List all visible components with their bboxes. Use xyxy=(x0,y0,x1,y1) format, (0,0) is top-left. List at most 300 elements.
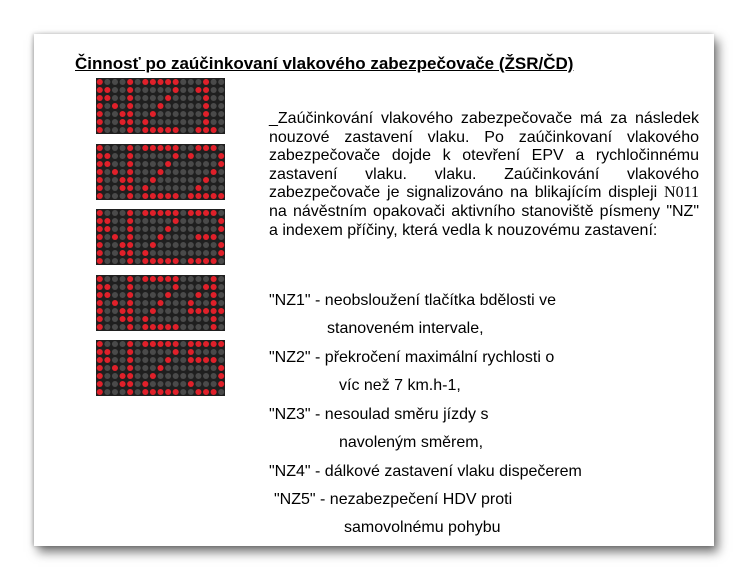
led-dot-on xyxy=(150,242,156,248)
led-dot-off xyxy=(173,184,179,190)
led-dot-on xyxy=(157,210,163,216)
led-dot-on xyxy=(188,357,194,363)
led-dot-on xyxy=(150,176,156,182)
led-dot-off xyxy=(120,218,126,224)
led-dot-on xyxy=(188,341,194,347)
led-dot-off xyxy=(112,127,118,133)
led-dot-on xyxy=(188,299,194,305)
led-dot-off xyxy=(195,119,201,125)
led-dot-off xyxy=(218,184,224,190)
led-dot-on xyxy=(104,152,110,158)
led-dot-on xyxy=(203,389,209,395)
led-dot-on xyxy=(97,234,103,240)
led-dot-on xyxy=(211,210,217,216)
led-dot-off xyxy=(142,283,148,289)
cause-nz5-line1: "NZ5" - nezabezpečení HDV proti xyxy=(274,491,513,508)
led-dot-off xyxy=(218,95,224,101)
led-dot-off xyxy=(142,218,148,224)
led-dot-on xyxy=(150,192,156,198)
led-dot-off xyxy=(180,250,186,256)
led-dot-off xyxy=(165,218,171,224)
led-dot-on xyxy=(211,389,217,395)
led-dot-off xyxy=(150,168,156,174)
led-dot-on xyxy=(127,218,133,224)
led-dot-off xyxy=(211,79,217,85)
led-dot-on xyxy=(127,381,133,387)
led-dot-on xyxy=(165,210,171,216)
led-dot-on xyxy=(142,250,148,256)
led-display-nz5 xyxy=(96,340,225,396)
led-dot-off xyxy=(120,323,126,329)
led-dot-on xyxy=(165,357,171,363)
led-dot-on xyxy=(211,192,217,198)
led-dot-off xyxy=(104,111,110,117)
led-dot-on xyxy=(218,341,224,347)
led-dot-on xyxy=(127,357,133,363)
led-dot-on xyxy=(97,79,103,85)
led-dot-on xyxy=(195,127,201,133)
led-dot-on xyxy=(127,95,133,101)
led-dot-off xyxy=(188,283,194,289)
led-dot-on xyxy=(195,184,201,190)
led-dot-on xyxy=(97,192,103,198)
led-dot-off xyxy=(112,349,118,355)
led-dot-off xyxy=(142,291,148,297)
led-dot-on xyxy=(188,349,194,355)
led-dot-off xyxy=(180,307,186,313)
led-dot-on xyxy=(142,315,148,321)
led-dot-on xyxy=(112,299,118,305)
led-dot-off xyxy=(104,234,110,240)
led-dot-off xyxy=(180,258,186,264)
led-dot-off xyxy=(195,323,201,329)
led-dot-on xyxy=(218,152,224,158)
led-dot-off xyxy=(180,168,186,174)
led-dot-off xyxy=(218,323,224,329)
led-dot-off xyxy=(104,103,110,109)
intro-text-1: _Zaúčinkování vlakového zabezpečovače má za následek nouzové zastavení vlaku. Po zaúčinkovaní vlakového zabezpečovače dojde k otevření EPV a rychločinnému zastavení vlaku. vlaku. Zaúčinkování vlakového zabezpečovače je signalizováno na blikajícím displeji xyxy=(269,110,699,202)
led-dot-off xyxy=(211,242,217,248)
led-dot-on xyxy=(127,275,133,281)
led-dot-off xyxy=(120,226,126,232)
led-dot-off xyxy=(104,275,110,281)
led-dot-on xyxy=(203,95,209,101)
led-dot-off xyxy=(104,307,110,313)
led-dot-on xyxy=(211,299,217,305)
led-dot-off xyxy=(142,357,148,363)
led-dot-off xyxy=(218,144,224,150)
led-dot-on xyxy=(188,307,194,313)
led-dot-on xyxy=(104,226,110,232)
led-dot-on xyxy=(218,192,224,198)
led-dot-off xyxy=(203,168,209,174)
led-dot-off xyxy=(120,144,126,150)
led-dot-off xyxy=(150,381,156,387)
led-dot-on xyxy=(150,79,156,85)
led-dot-off xyxy=(188,389,194,395)
led-dot-off xyxy=(180,381,186,387)
led-dot-on xyxy=(127,307,133,313)
led-dot-off xyxy=(135,250,141,256)
led-dot-on xyxy=(97,176,103,182)
led-dot-off xyxy=(157,218,163,224)
led-dot-off xyxy=(120,95,126,101)
led-dot-off xyxy=(142,152,148,158)
led-dot-on xyxy=(218,250,224,256)
led-dot-on xyxy=(173,349,179,355)
led-dot-off xyxy=(180,389,186,395)
led-dot-off xyxy=(165,87,171,93)
led-dot-off xyxy=(165,176,171,182)
led-dot-on xyxy=(97,373,103,379)
led-dot-off xyxy=(211,349,217,355)
led-display-nz1 xyxy=(96,78,225,134)
led-dot-on xyxy=(104,291,110,297)
led-dot-off xyxy=(112,184,118,190)
led-dot-on xyxy=(173,258,179,264)
led-dot-off xyxy=(173,299,179,305)
led-dot-off xyxy=(135,283,141,289)
led-dot-on xyxy=(97,210,103,216)
led-dot-off xyxy=(120,299,126,305)
led-dot-off xyxy=(180,127,186,133)
led-dot-on xyxy=(97,95,103,101)
led-dot-on xyxy=(127,192,133,198)
led-dot-on xyxy=(127,111,133,117)
led-dot-off xyxy=(135,373,141,379)
led-dot-on xyxy=(157,389,163,395)
led-dot-off xyxy=(142,234,148,240)
led-dot-on xyxy=(211,315,217,321)
led-dot-off xyxy=(150,103,156,109)
led-dot-off xyxy=(203,299,209,305)
led-dot-on xyxy=(104,349,110,355)
led-dot-off xyxy=(211,160,217,166)
led-dot-off xyxy=(120,210,126,216)
led-dot-on xyxy=(195,357,201,363)
led-dot-off xyxy=(120,192,126,198)
led-dot-off xyxy=(157,315,163,321)
led-dot-on xyxy=(127,119,133,125)
led-dot-off xyxy=(195,315,201,321)
led-dot-on xyxy=(165,95,171,101)
led-dot-off xyxy=(135,315,141,321)
led-dot-off xyxy=(180,299,186,305)
led-dot-off xyxy=(180,103,186,109)
led-dot-off xyxy=(203,152,209,158)
led-dot-on xyxy=(97,283,103,289)
led-dot-on xyxy=(157,192,163,198)
led-dot-on xyxy=(127,127,133,133)
led-dot-off xyxy=(173,291,179,297)
led-dot-on xyxy=(142,127,148,133)
led-dot-off xyxy=(104,381,110,387)
led-dot-off xyxy=(180,242,186,248)
led-dot-off xyxy=(112,323,118,329)
led-dot-on xyxy=(173,341,179,347)
led-dot-off xyxy=(104,184,110,190)
cause-nz1-line1: "NZ1" - neobsloužení tlačítka bdělosti ve xyxy=(269,292,557,309)
led-dot-off xyxy=(104,242,110,248)
led-dot-on xyxy=(203,258,209,264)
led-dot-off xyxy=(203,184,209,190)
led-dot-on xyxy=(157,168,163,174)
led-dot-off xyxy=(157,250,163,256)
led-dot-on xyxy=(127,283,133,289)
led-dot-off xyxy=(165,184,171,190)
led-dot-off xyxy=(203,315,209,321)
led-dot-off xyxy=(135,275,141,281)
led-dot-on xyxy=(195,291,201,297)
led-dot-off xyxy=(135,218,141,224)
led-dot-off xyxy=(188,160,194,166)
led-dot-off xyxy=(157,242,163,248)
led-dot-off xyxy=(157,349,163,355)
led-dot-off xyxy=(218,176,224,182)
led-dot-off xyxy=(135,291,141,297)
led-dot-off xyxy=(135,381,141,387)
led-dot-off xyxy=(120,349,126,355)
led-dot-off xyxy=(173,119,179,125)
led-dot-off xyxy=(218,168,224,174)
led-dot-off xyxy=(180,119,186,125)
led-dot-on xyxy=(211,283,217,289)
led-dot-off xyxy=(188,323,194,329)
led-dot-off xyxy=(120,389,126,395)
led-dot-on xyxy=(120,184,126,190)
led-dot-on xyxy=(195,144,201,150)
led-dot-on xyxy=(127,365,133,371)
led-dot-on xyxy=(97,349,103,355)
led-dot-on xyxy=(150,323,156,329)
led-dot-on xyxy=(127,323,133,329)
led-dot-off xyxy=(120,160,126,166)
led-dot-off xyxy=(150,218,156,224)
led-dot-on xyxy=(120,176,126,182)
led-dot-off xyxy=(135,365,141,371)
cause-nz2-line2: víc než 7 km.h-1, xyxy=(339,377,461,394)
led-dot-on xyxy=(150,210,156,216)
led-dot-off xyxy=(112,210,118,216)
led-matrix-nz2 xyxy=(96,144,225,200)
led-dot-off xyxy=(173,307,179,313)
led-dot-off xyxy=(112,119,118,125)
led-dot-off xyxy=(180,176,186,182)
led-dot-on xyxy=(157,234,163,240)
led-dot-on xyxy=(127,250,133,256)
led-dot-on xyxy=(173,323,179,329)
led-dot-off xyxy=(104,341,110,347)
led-dot-on xyxy=(97,341,103,347)
led-dot-off xyxy=(218,87,224,93)
led-dot-on xyxy=(218,381,224,387)
led-dot-on xyxy=(127,168,133,174)
led-dot-off xyxy=(173,250,179,256)
led-dot-off xyxy=(211,95,217,101)
led-dot-on xyxy=(157,275,163,281)
led-dot-off xyxy=(104,119,110,125)
led-dot-off xyxy=(188,234,194,240)
led-dot-off xyxy=(135,192,141,198)
led-dot-on xyxy=(120,242,126,248)
led-dot-on xyxy=(104,95,110,101)
led-dot-on xyxy=(218,307,224,313)
led-dot-on xyxy=(112,365,118,371)
led-dot-off xyxy=(165,111,171,117)
led-dot-on xyxy=(211,258,217,264)
led-dot-off xyxy=(135,176,141,182)
led-dot-on xyxy=(127,144,133,150)
led-dot-off xyxy=(165,349,171,355)
led-dot-on xyxy=(157,127,163,133)
led-dot-off xyxy=(195,95,201,101)
led-dot-off xyxy=(135,349,141,355)
led-dot-off xyxy=(104,315,110,321)
led-dot-off xyxy=(180,349,186,355)
led-dot-off xyxy=(218,389,224,395)
led-dot-on xyxy=(127,291,133,297)
led-dot-off xyxy=(120,341,126,347)
led-dot-on xyxy=(127,152,133,158)
led-dot-on xyxy=(127,226,133,232)
led-dot-off xyxy=(135,79,141,85)
led-dot-on xyxy=(203,357,209,363)
led-dot-off xyxy=(142,176,148,182)
led-dot-off xyxy=(104,389,110,395)
led-dot-off xyxy=(173,373,179,379)
led-dot-on xyxy=(142,192,148,198)
led-dot-on xyxy=(211,323,217,329)
led-dot-on xyxy=(120,250,126,256)
led-dot-on xyxy=(112,168,118,174)
led-dot-off xyxy=(180,79,186,85)
led-dot-off xyxy=(180,218,186,224)
led-dot-on xyxy=(142,210,148,216)
led-dot-on xyxy=(211,275,217,281)
led-dot-on xyxy=(195,258,201,264)
led-dot-on xyxy=(97,365,103,371)
led-dot-off xyxy=(135,357,141,363)
led-dot-on xyxy=(127,176,133,182)
led-dot-on xyxy=(157,79,163,85)
led-dot-on xyxy=(165,192,171,198)
led-dot-on xyxy=(173,152,179,158)
led-dot-off xyxy=(150,315,156,321)
led-dot-off xyxy=(157,152,163,158)
led-dot-off xyxy=(188,144,194,150)
led-dot-off xyxy=(165,373,171,379)
led-dot-off xyxy=(211,184,217,190)
led-dot-on xyxy=(211,307,217,313)
led-dot-off xyxy=(157,381,163,387)
led-dot-off xyxy=(150,160,156,166)
led-dot-off xyxy=(150,234,156,240)
led-dot-off xyxy=(112,95,118,101)
led-dot-off xyxy=(173,234,179,240)
led-dot-on xyxy=(203,79,209,85)
led-dot-off xyxy=(180,323,186,329)
cause-nz1-line2: stanoveném intervale, xyxy=(327,320,484,337)
led-dot-on xyxy=(127,341,133,347)
led-dot-on xyxy=(211,341,217,347)
led-dot-on xyxy=(218,242,224,248)
led-dot-off xyxy=(104,365,110,371)
led-dot-on xyxy=(157,299,163,305)
led-dot-off xyxy=(188,218,194,224)
display-code: N011 xyxy=(664,184,699,202)
led-dot-off xyxy=(195,349,201,355)
led-dot-off xyxy=(165,168,171,174)
led-dot-on xyxy=(173,218,179,224)
led-dot-off xyxy=(104,127,110,133)
led-dot-off xyxy=(120,291,126,297)
led-dot-on xyxy=(211,234,217,240)
led-dot-off xyxy=(195,283,201,289)
cause-nz2-line1: "NZ2" - překročení maximální rychlosti o xyxy=(269,349,555,366)
led-dot-off xyxy=(188,87,194,93)
led-dot-on xyxy=(173,389,179,395)
led-dot-off xyxy=(173,226,179,232)
led-dot-off xyxy=(165,234,171,240)
led-dot-off xyxy=(188,373,194,379)
led-dot-off xyxy=(188,250,194,256)
led-dot-off xyxy=(135,87,141,93)
led-dot-on xyxy=(97,168,103,174)
led-dot-on xyxy=(203,192,209,198)
led-dot-on xyxy=(173,210,179,216)
led-matrix-nz3 xyxy=(96,209,225,265)
led-dot-off xyxy=(218,315,224,321)
led-dot-off xyxy=(157,95,163,101)
led-dot-on xyxy=(211,168,217,174)
led-dot-off xyxy=(211,373,217,379)
led-dot-on xyxy=(218,226,224,232)
led-dot-off xyxy=(173,176,179,182)
led-dot-off xyxy=(142,103,148,109)
led-dot-on xyxy=(142,184,148,190)
led-dot-off xyxy=(195,250,201,256)
led-dot-off xyxy=(218,283,224,289)
led-dot-off xyxy=(165,283,171,289)
led-dot-on xyxy=(127,242,133,248)
led-dot-off xyxy=(112,176,118,182)
led-dot-off xyxy=(135,184,141,190)
led-dot-off xyxy=(150,365,156,371)
led-dot-off xyxy=(157,160,163,166)
led-dot-off xyxy=(104,250,110,256)
led-dot-on xyxy=(142,381,148,387)
led-dot-on xyxy=(142,323,148,329)
cause-nz3-line1: "NZ3" - nesoulad směru jízdy s xyxy=(269,406,489,423)
led-dot-off xyxy=(112,357,118,363)
led-dot-off xyxy=(180,160,186,166)
led-dot-off xyxy=(104,210,110,216)
led-dot-off xyxy=(135,234,141,240)
led-dot-off xyxy=(157,111,163,117)
led-dot-on xyxy=(165,144,171,150)
led-dot-on xyxy=(150,275,156,281)
led-dot-on xyxy=(150,389,156,395)
led-dot-off xyxy=(157,357,163,363)
led-dot-on xyxy=(97,127,103,133)
led-dot-off xyxy=(157,283,163,289)
led-dot-off xyxy=(112,307,118,313)
led-dot-on xyxy=(97,381,103,387)
led-dot-on xyxy=(97,144,103,150)
led-dot-off xyxy=(211,152,217,158)
led-dot-on xyxy=(165,258,171,264)
led-dot-off xyxy=(211,176,217,182)
